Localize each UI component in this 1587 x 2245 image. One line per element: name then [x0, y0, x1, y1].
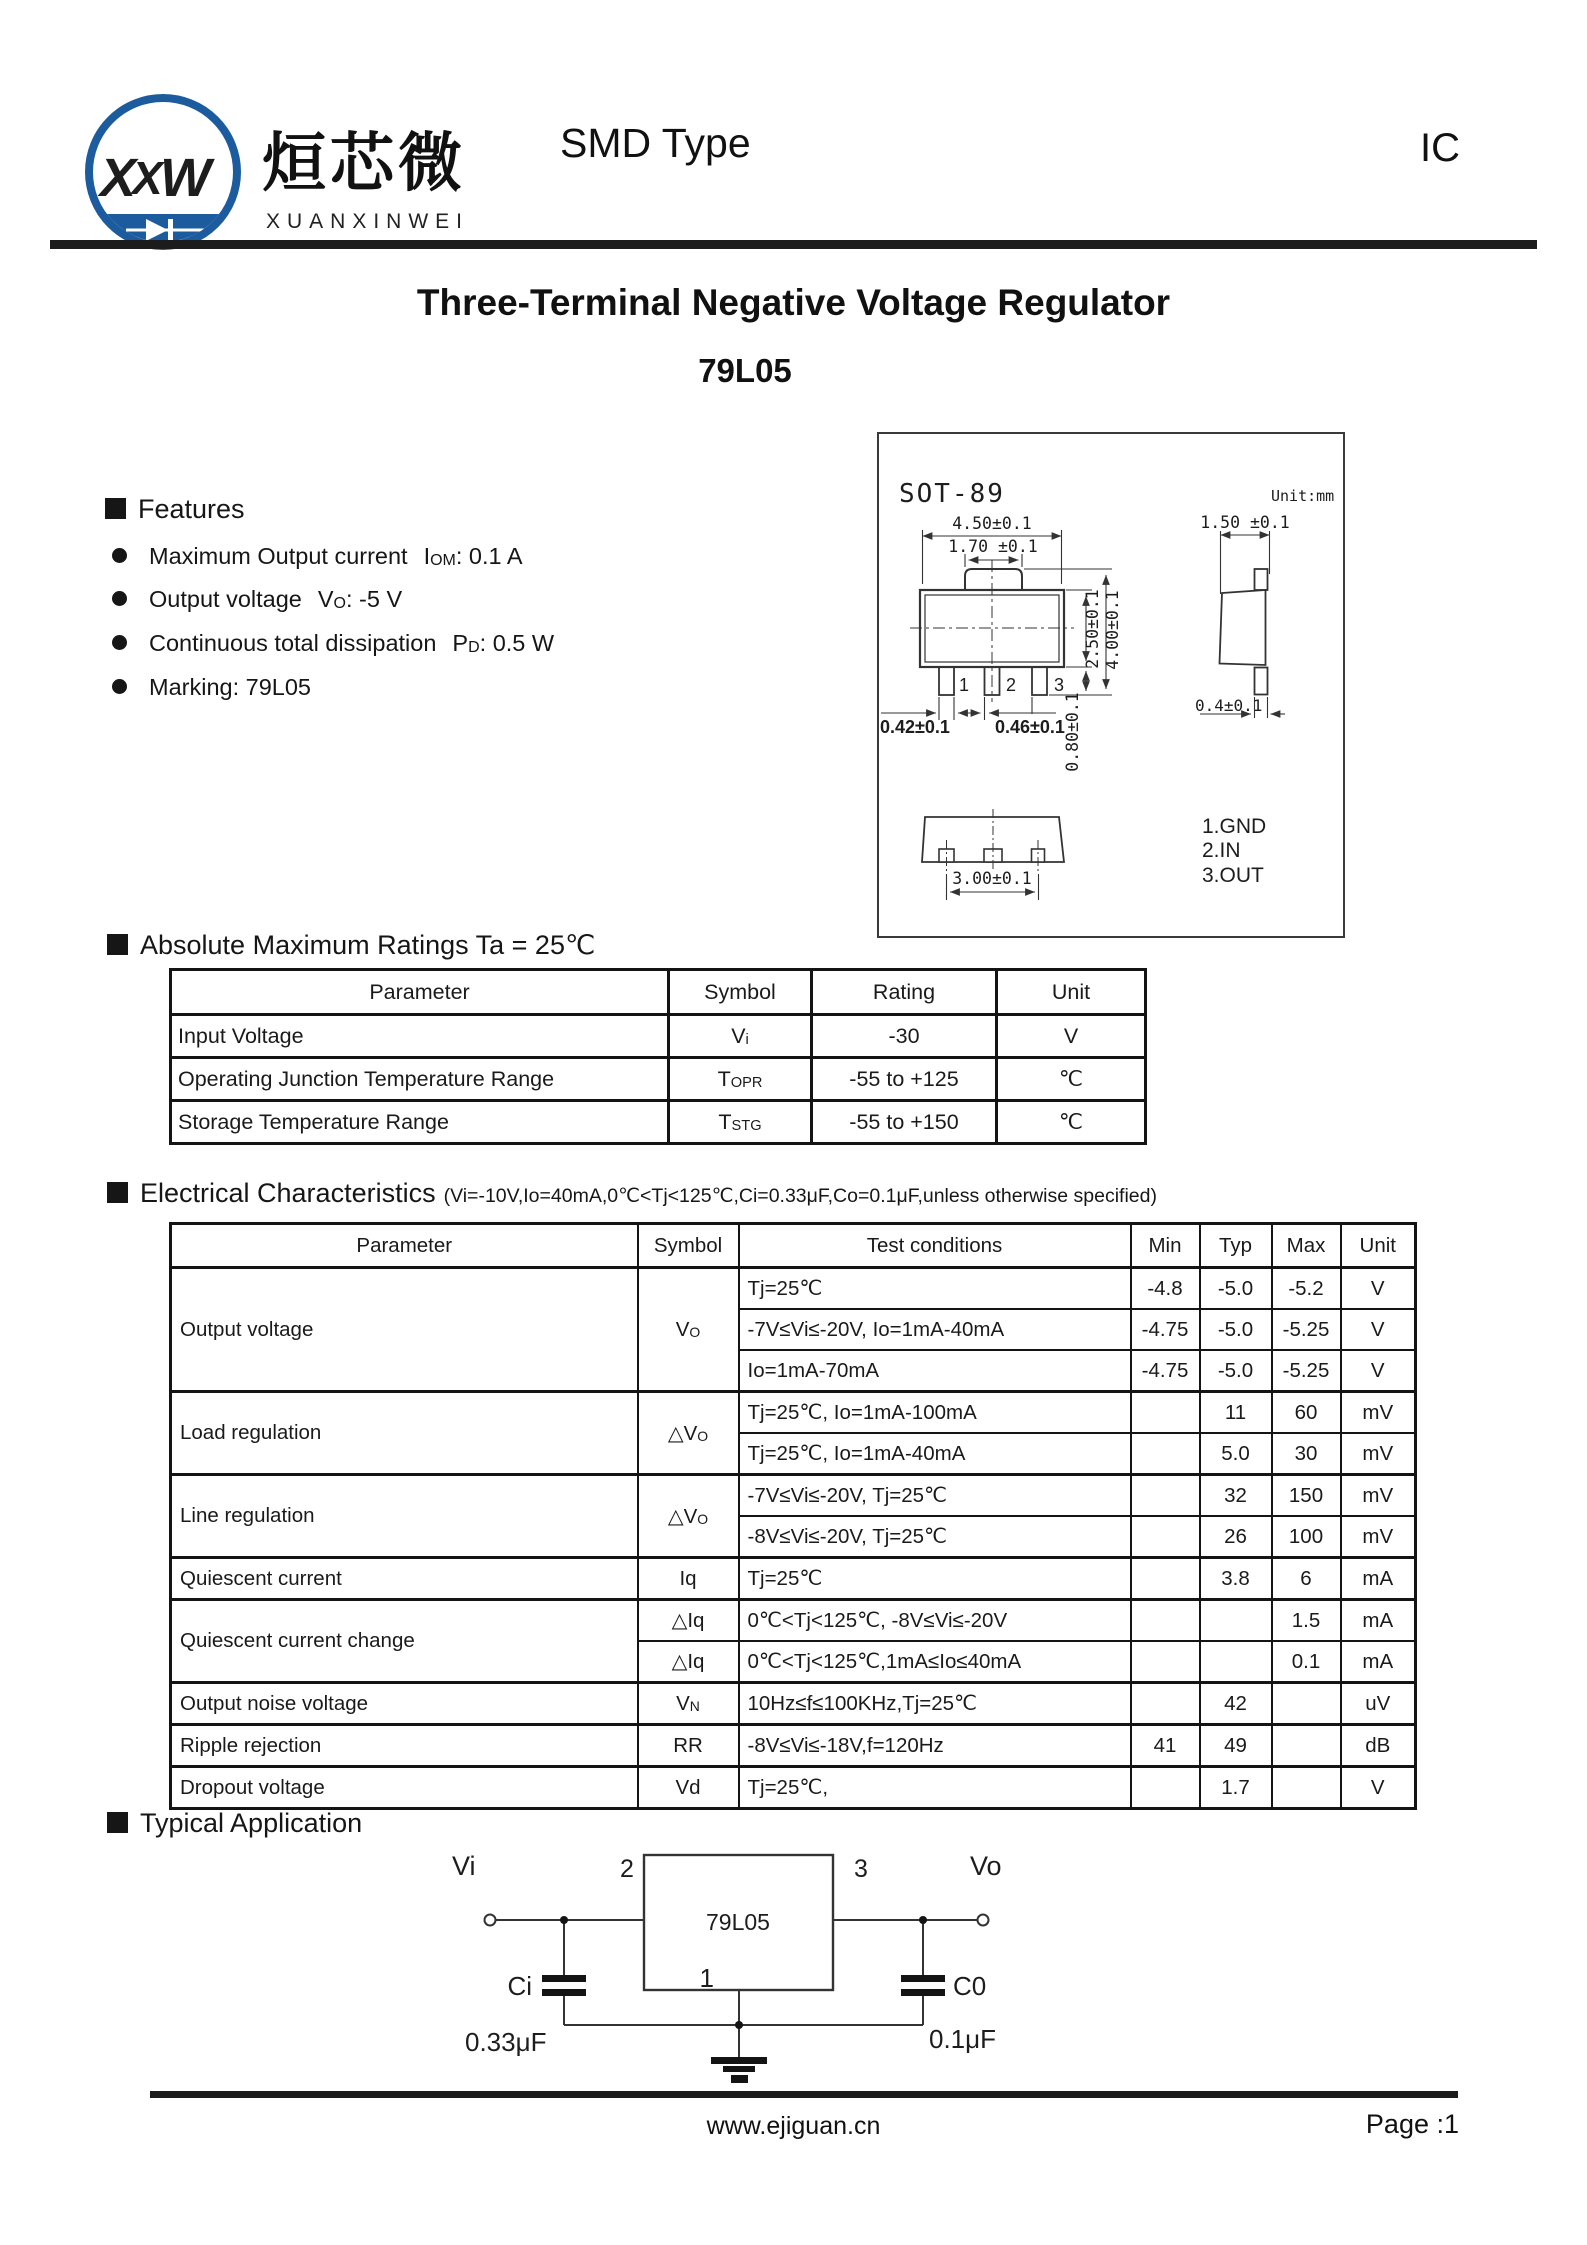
max-cell: 6 — [1272, 1558, 1341, 1600]
param-cell: Line regulation — [171, 1475, 638, 1558]
cond-cell: Tj=25℃, Io=1mA-100mA — [739, 1392, 1131, 1434]
typ-cell: 32 — [1200, 1475, 1272, 1517]
pin-name-gnd: 1.GND — [1202, 815, 1267, 838]
typ-cell: 5.0 — [1200, 1433, 1272, 1475]
side-body — [1220, 590, 1266, 665]
bullet-icon — [112, 635, 127, 650]
application-circuit-diagram — [380, 1835, 1030, 2090]
company-logo — [58, 88, 258, 256]
rating-cell: -55 to +125 — [812, 1058, 997, 1101]
dim-pin-width: 0.42±0.1 — [880, 717, 950, 737]
table-row — [171, 1683, 1416, 1725]
pin-name-in: 2.IN — [1202, 839, 1241, 862]
dim-pin-pitch: 3.00±0.1 — [952, 869, 1032, 888]
ci-value: 0.33μF — [465, 2027, 547, 2057]
unit-cell: mV — [1341, 1516, 1416, 1558]
unit-cell: dB — [1341, 1725, 1416, 1767]
table-header-row — [171, 970, 1146, 1015]
min-cell: -4.75 — [1131, 1350, 1200, 1392]
param-cell: Ripple rejection — [171, 1725, 638, 1767]
cond-cell: Tj=25℃, Io=1mA-40mA — [739, 1433, 1131, 1475]
symbol-cell: Vi — [669, 1015, 812, 1058]
max-cell: -5.25 — [1272, 1350, 1341, 1392]
param-cell: Load regulation — [171, 1392, 638, 1475]
min-cell — [1131, 1475, 1200, 1517]
typ-cell: 26 — [1200, 1516, 1272, 1558]
ci-plate-top — [542, 1975, 586, 1982]
feature-symbol: PD: 0.5 W — [452, 630, 555, 656]
cond-cell: Tj=25℃ — [739, 1268, 1131, 1310]
pin1-label: 1 — [699, 1963, 714, 1993]
param-cell: Dropout voltage — [171, 1767, 638, 1809]
pin2-label: 2 — [620, 1855, 634, 1883]
front-pin2-label: 2 — [1006, 675, 1017, 695]
min-cell — [1131, 1767, 1200, 1809]
typ-cell: -5.0 — [1200, 1309, 1272, 1350]
doc-type-label: SMD Type — [560, 120, 751, 166]
feature-item — [112, 586, 402, 613]
bullet-icon — [112, 679, 127, 694]
col-symbol: Symbol — [669, 970, 812, 1015]
symbol-cell: Iq — [638, 1558, 739, 1600]
table-row — [171, 1725, 1416, 1767]
min-cell — [1131, 1392, 1200, 1434]
min-cell — [1131, 1683, 1200, 1725]
param-cell: Output noise voltage — [171, 1683, 638, 1725]
header-rule — [50, 240, 1537, 249]
bullet-icon — [112, 591, 127, 606]
min-cell — [1131, 1558, 1200, 1600]
unit-cell: mA — [1341, 1600, 1416, 1642]
section-square-icon — [107, 1812, 128, 1833]
max-cell — [1272, 1725, 1341, 1767]
logo-letter-x1: X — [100, 148, 137, 208]
min-cell — [1131, 1516, 1200, 1558]
footer-rule — [150, 2091, 1458, 2098]
symbol-cell: Vd — [638, 1767, 739, 1809]
dim-pin-length: 0.80±0.1 — [1063, 692, 1082, 772]
col-symbol: Symbol — [638, 1224, 739, 1268]
symbol-cell: △VO — [638, 1392, 739, 1475]
table-row — [171, 1268, 1416, 1310]
junction-dot — [560, 1916, 568, 1924]
ci-label: Ci — [507, 1971, 532, 2001]
vo-label: Vo — [970, 1851, 1002, 1881]
min-cell — [1131, 1641, 1200, 1683]
category-label: IC — [1420, 126, 1460, 170]
footer-url: www.ejiguan.cn — [706, 2112, 881, 2140]
max-cell: 100 — [1272, 1516, 1341, 1558]
col-max: Max — [1272, 1224, 1341, 1268]
col-test-conditions: Test conditions — [739, 1224, 1131, 1268]
max-cell: 60 — [1272, 1392, 1341, 1434]
min-cell: 41 — [1131, 1725, 1200, 1767]
max-cell: 1.5 — [1272, 1600, 1341, 1642]
unit-cell: V — [997, 1015, 1146, 1058]
symbol-cell: TSTG — [669, 1101, 812, 1144]
table-row — [171, 1058, 1146, 1101]
abs-max-heading — [107, 930, 595, 961]
front-pin1-label: 1 — [959, 675, 970, 695]
company-name-cn: 烜芯微 — [262, 127, 466, 199]
symbol-cell: △Iq — [638, 1641, 739, 1683]
package-name: SOT-89 — [899, 479, 1005, 509]
pin3-label: 3 — [854, 1855, 868, 1883]
unit-cell: ℃ — [997, 1058, 1146, 1101]
typ-cell: 11 — [1200, 1392, 1272, 1434]
package-drawing-frame — [877, 432, 1345, 938]
junction-dot — [919, 1916, 927, 1924]
dim-tab-width: 1.70 ±0.1 — [948, 537, 1038, 556]
table-row — [171, 1558, 1416, 1600]
symbol-cell: RR — [638, 1725, 739, 1767]
cond-cell: -8V≤Vi≤-18V,f=120Hz — [739, 1725, 1131, 1767]
cond-cell: -7V≤Vi≤-20V, Tj=25℃ — [739, 1475, 1131, 1517]
cond-cell: -8V≤Vi≤-20V, Tj=25℃ — [739, 1516, 1131, 1558]
cond-cell: 0℃<Tj<125℃,1mA≤Io≤40mA — [739, 1641, 1131, 1683]
table-row — [171, 1101, 1146, 1144]
min-cell: -4.8 — [1131, 1268, 1200, 1310]
section-square-icon — [105, 498, 126, 519]
front-pin3-label: 3 — [1054, 675, 1065, 695]
unit-cell: V — [1341, 1767, 1416, 1809]
min-cell — [1131, 1433, 1200, 1475]
cond-cell: -7V≤Vi≤-20V, Io=1mA-40mA — [739, 1309, 1131, 1350]
col-min: Min — [1131, 1224, 1200, 1268]
col-typ: Typ — [1200, 1224, 1272, 1268]
ground-icon — [731, 2075, 748, 2083]
cond-cell: Tj=25℃ — [739, 1558, 1131, 1600]
col-unit: Unit — [997, 970, 1146, 1015]
table-row — [171, 1015, 1146, 1058]
section-square-icon — [107, 934, 128, 955]
unit-cell: V — [1341, 1309, 1416, 1350]
co-label: C0 — [953, 1971, 987, 2001]
rating-cell: -30 — [812, 1015, 997, 1058]
typ-cell: 1.7 — [1200, 1767, 1272, 1809]
elec-heading-label: Electrical Characteristics — [140, 1178, 436, 1208]
unit-cell: V — [1341, 1268, 1416, 1310]
co-plate-top — [901, 1975, 945, 1982]
symbol-cell: VO — [638, 1268, 739, 1392]
max-cell: 0.1 — [1272, 1641, 1341, 1683]
output-terminal-icon — [978, 1915, 989, 1926]
typ-cell: -5.0 — [1200, 1350, 1272, 1392]
max-cell: 30 — [1272, 1433, 1341, 1475]
pkg-tab — [965, 569, 1022, 590]
max-cell: -5.2 — [1272, 1268, 1341, 1310]
page-title: Three-Terminal Negative Voltage Regulator — [416, 282, 1171, 323]
cond-cell: 10Hz≤f≤100KHz,Tj=25℃ — [739, 1683, 1131, 1725]
dim-body-width: 4.50±0.1 — [952, 514, 1032, 533]
feature-text: Output voltage — [149, 586, 302, 612]
rating-cell: -55 to +150 — [812, 1101, 997, 1144]
junction-dot — [735, 2021, 743, 2029]
table-row — [171, 1600, 1416, 1642]
cond-cell: 0℃<Tj<125℃, -8V≤Vi≤-20V — [739, 1600, 1131, 1642]
elec-heading — [107, 1178, 1157, 1209]
typ-cell: 3.8 — [1200, 1558, 1272, 1600]
co-plate-bottom — [901, 1989, 945, 1996]
features-heading-label: Features — [138, 494, 245, 524]
unit-cell: mA — [1341, 1558, 1416, 1600]
company-name-en: XUANXINWEI — [266, 210, 470, 233]
capacitor-plates — [542, 1916, 945, 2083]
abs-max-table — [169, 968, 1147, 1145]
side-lead — [1255, 668, 1268, 695]
co-value: 0.1μF — [929, 2024, 997, 2054]
min-cell: -4.75 — [1131, 1309, 1200, 1350]
feature-symbol: IOM: 0.1 A — [423, 543, 523, 569]
dim-total-height: 4.00±0.1 — [1103, 590, 1122, 670]
package-outline-diagram — [879, 434, 1343, 936]
table-row — [171, 1475, 1416, 1517]
cond-cell: Io=1mA-70mA — [739, 1350, 1131, 1392]
typ-cell — [1200, 1641, 1272, 1683]
table-header-row — [171, 1224, 1416, 1268]
table-row — [171, 1392, 1416, 1434]
elec-conditions-note: (Vi=-10V,Io=40mA,0℃<Tj<125℃,Ci=0.33μF,Co=0.1μF,unless otherwise specified) — [443, 1185, 1157, 1207]
typ-cell: 42 — [1200, 1683, 1272, 1725]
param-cell: Quiescent current change — [171, 1600, 638, 1683]
section-square-icon — [107, 1182, 128, 1203]
input-terminal-icon — [485, 1915, 496, 1926]
feature-symbol: VO: -5 V — [317, 586, 403, 612]
feature-item — [112, 543, 523, 570]
col-parameter: Parameter — [171, 1224, 638, 1268]
chip-label: 79L05 — [706, 1909, 770, 1935]
param-cell: Input Voltage — [171, 1015, 669, 1058]
feature-item — [112, 674, 311, 701]
app-heading — [107, 1808, 362, 1839]
typ-cell: -5.0 — [1200, 1268, 1272, 1310]
symbol-cell: △Iq — [638, 1600, 739, 1642]
unit-cell: mV — [1341, 1433, 1416, 1475]
unit-cell: uV — [1341, 1683, 1416, 1725]
bullet-icon — [112, 548, 127, 563]
symbol-cell: VN — [638, 1683, 739, 1725]
param-cell: Storage Temperature Range — [171, 1101, 669, 1144]
part-number: 79L05 — [698, 352, 792, 389]
min-cell — [1131, 1600, 1200, 1642]
col-parameter: Parameter — [171, 970, 669, 1015]
typ-cell — [1200, 1600, 1272, 1642]
max-cell: 150 — [1272, 1475, 1341, 1517]
param-cell: Quiescent current — [171, 1558, 638, 1600]
pkg-pin1 — [939, 667, 954, 695]
col-rating: Rating — [812, 970, 997, 1015]
vi-label: Vi — [452, 1851, 476, 1881]
param-cell: Output voltage — [171, 1268, 638, 1392]
max-cell: -5.25 — [1272, 1309, 1341, 1350]
symbol-cell: TOPR — [669, 1058, 812, 1101]
unit-cell: mA — [1341, 1641, 1416, 1683]
unit-cell: mV — [1341, 1392, 1416, 1434]
logo-letter-w: W — [160, 148, 211, 208]
feature-text: Continuous total dissipation — [149, 630, 437, 656]
cond-cell: Tj=25℃, — [739, 1767, 1131, 1809]
unit-cell: V — [1341, 1350, 1416, 1392]
elec-table — [169, 1222, 1417, 1810]
table-row — [171, 1767, 1416, 1809]
pkg-pin3 — [1032, 667, 1047, 695]
dim-lead-thick: 0.4±0.1 — [1195, 696, 1263, 715]
logo-letter-x2: X — [132, 152, 163, 204]
param-cell: Operating Junction Temperature Range — [171, 1058, 669, 1101]
max-cell — [1272, 1683, 1341, 1725]
app-heading-label: Typical Application — [140, 1808, 363, 1838]
dim-body-height: 2.50±0.1 — [1083, 589, 1102, 669]
side-tab — [1255, 569, 1268, 590]
symbol-cell: △VO — [638, 1475, 739, 1558]
col-unit: Unit — [1341, 1224, 1416, 1268]
unit-cell: mV — [1341, 1475, 1416, 1517]
feature-text: Maximum Output current — [149, 543, 408, 569]
abs-max-heading-label: Absolute Maximum Ratings Ta = 25℃ — [140, 930, 596, 960]
ground-icon — [723, 2066, 755, 2072]
unit-label: Unit:mm — [1271, 487, 1335, 505]
features-heading — [105, 494, 245, 525]
ground-icon — [711, 2057, 767, 2064]
feature-item — [112, 630, 554, 657]
page-number: Page :1 — [1365, 2109, 1459, 2139]
unit-cell: ℃ — [997, 1101, 1146, 1144]
typ-cell: 49 — [1200, 1725, 1272, 1767]
dim-pin-gap: 0.46±0.1 — [995, 717, 1065, 737]
pin-name-out: 3.OUT — [1202, 864, 1264, 887]
ci-plate-bottom — [542, 1989, 586, 1996]
max-cell — [1272, 1767, 1341, 1809]
dim-side-width: 1.50 ±0.1 — [1200, 513, 1290, 532]
feature-text: Marking: 79L05 — [149, 674, 311, 700]
